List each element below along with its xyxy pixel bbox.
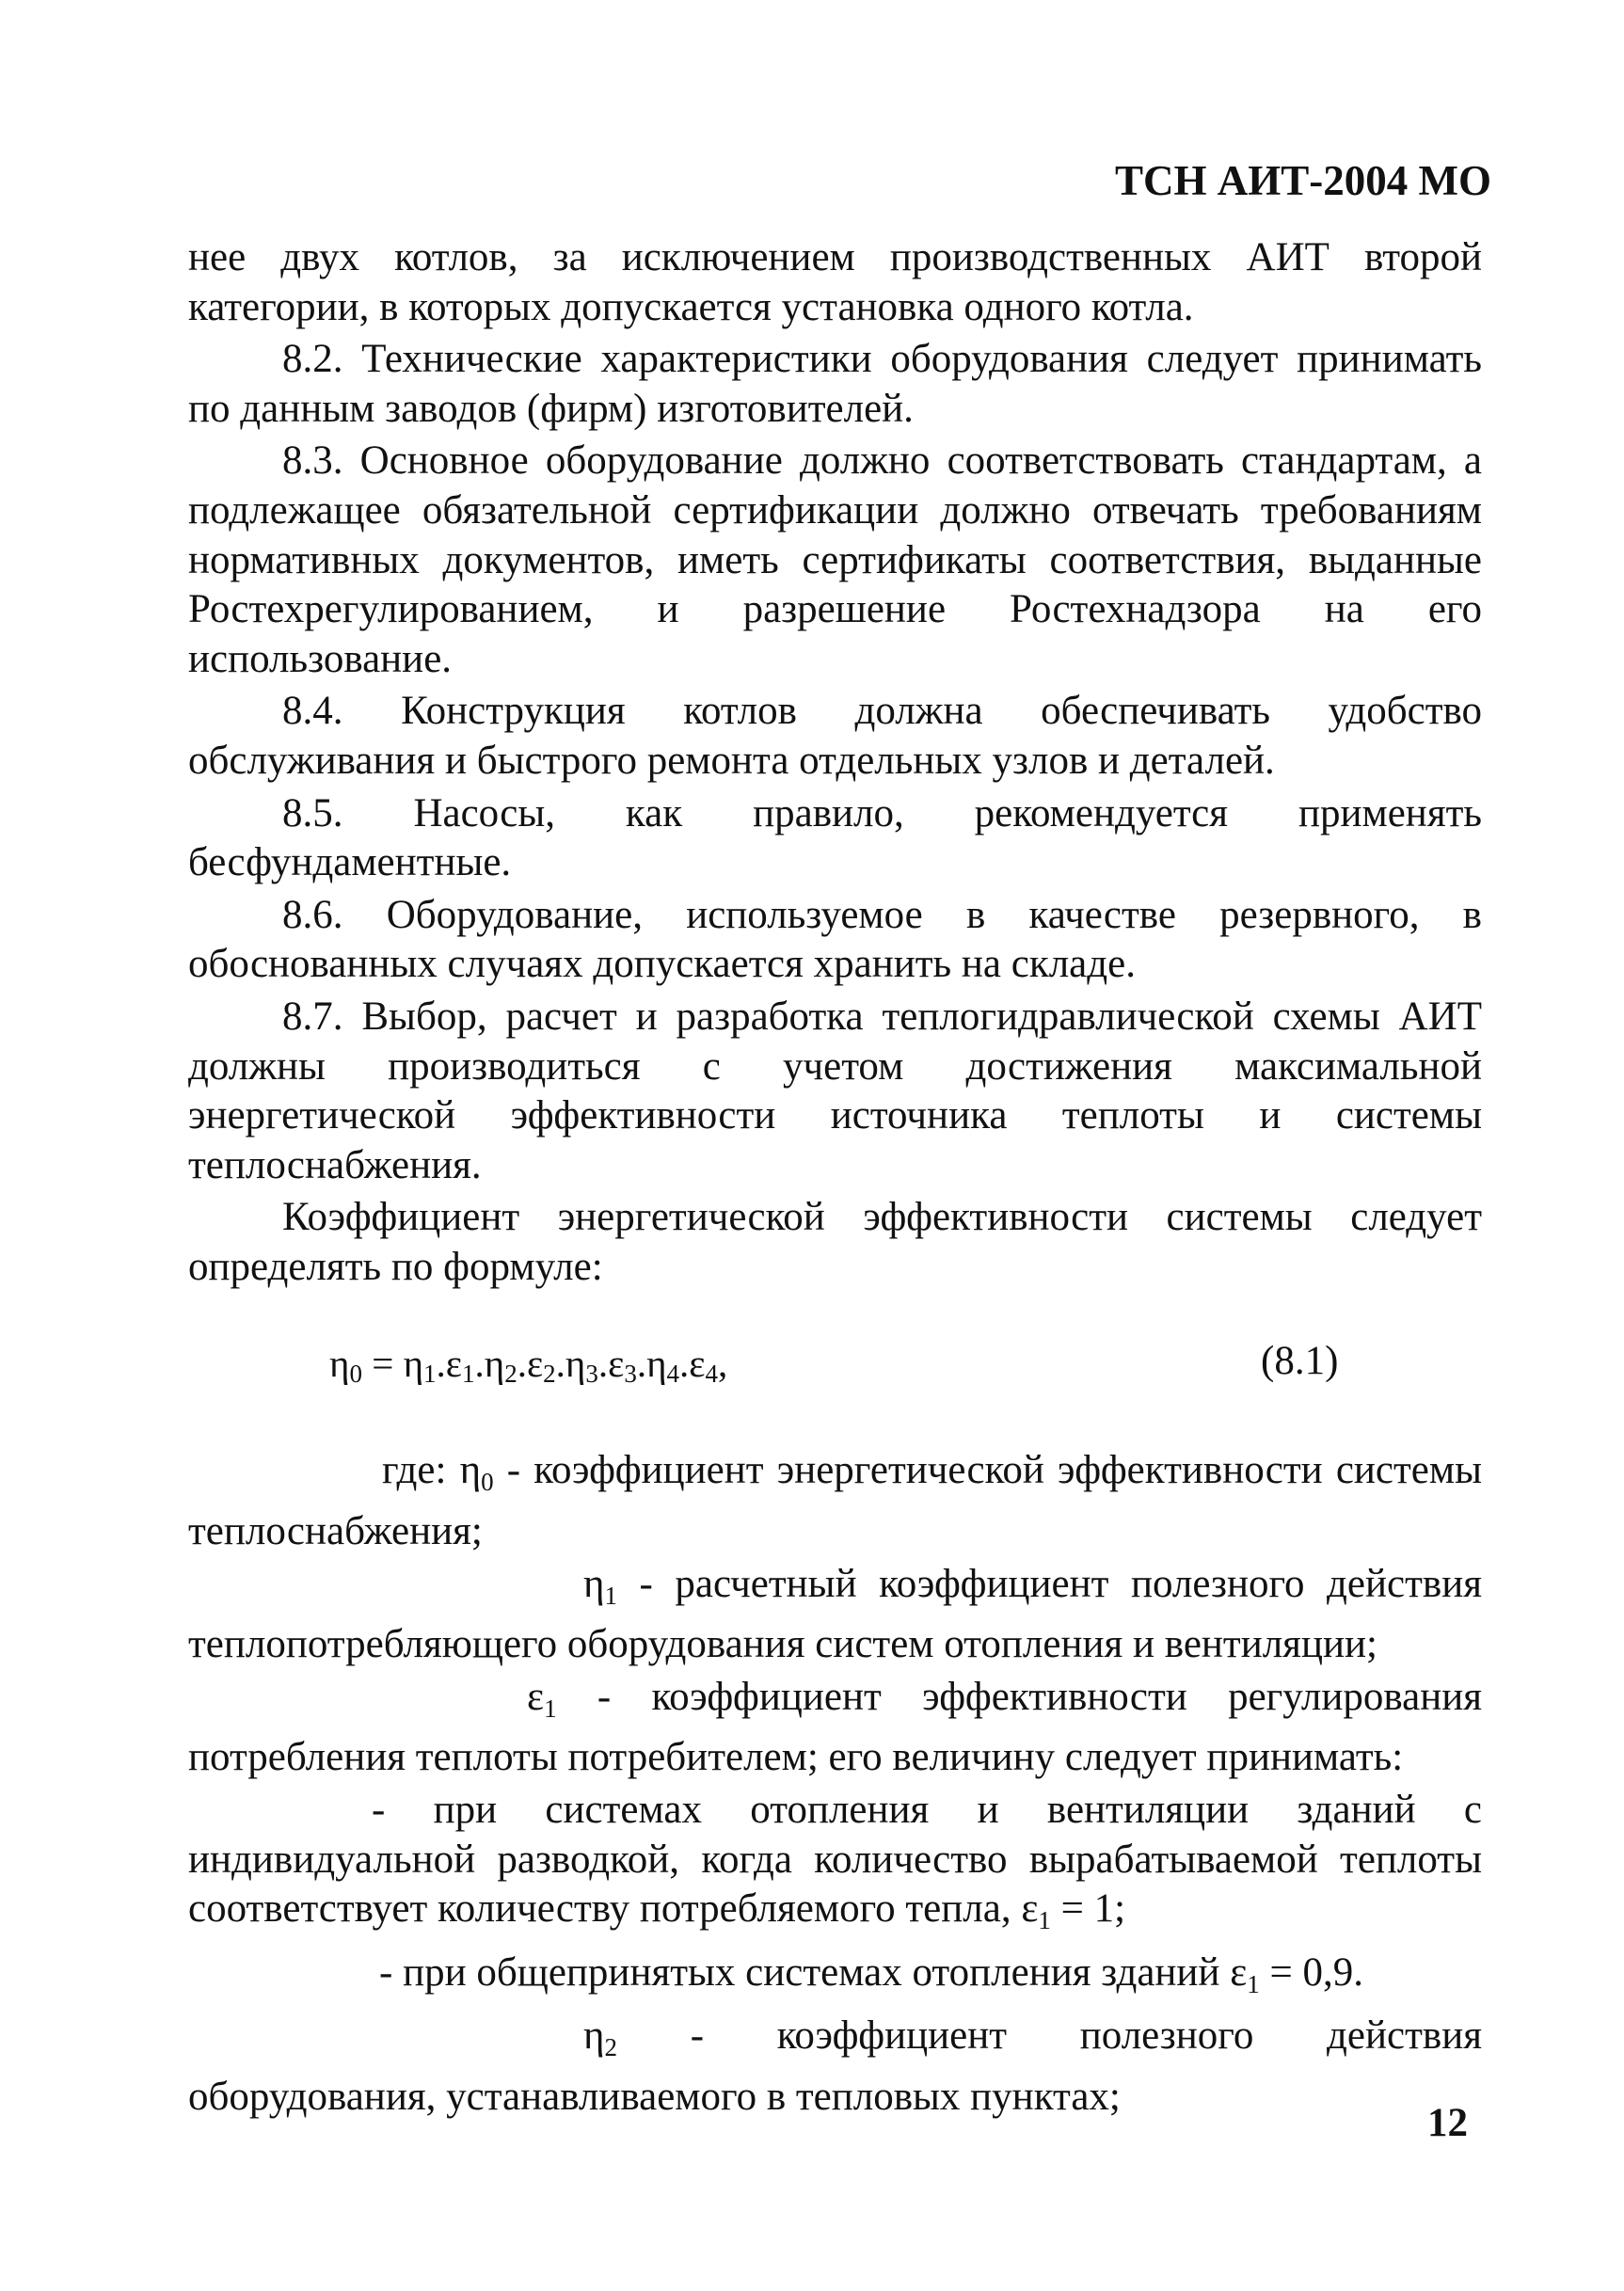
- eta2-symbol: η: [583, 2013, 605, 2059]
- paragraph-8-6: 8.6. Оборудование, используемое в качестве резервного, в обоснованных случаях допускается хранить на складе.: [188, 892, 1482, 987]
- formula-term-symbol: ε: [689, 1342, 706, 1386]
- definition-eps1: [188, 1673, 1482, 1783]
- paragraph-8-2: 8.2. Технические характеристики оборудования следует принимать по данным заводов (фирм) изготовителей.: [188, 337, 1482, 431]
- paragraph-8-7: 8.7. Выбор, расчет и разработка теплогидравлической схемы АИТ должны производиться с учетом достижения максимальной энергетической эффективности источника теплоты и системы теплоснабжения.: [188, 994, 1482, 1187]
- eta1-symbol: η: [583, 1561, 605, 1606]
- definition-eta1: [188, 1560, 1482, 1670]
- bullet-individual-wiring: [188, 1786, 1482, 1946]
- bullet2-subscript: 1: [1247, 1969, 1260, 1998]
- formula-term-symbol: η: [403, 1342, 424, 1386]
- formula-number: (8.1): [1261, 1339, 1339, 1384]
- formula-term-symbol: η: [565, 1342, 586, 1386]
- formula-term-subscript: 3: [624, 1360, 637, 1389]
- formula-term-subscript: 4: [705, 1360, 719, 1389]
- formula-term-separator: .: [474, 1342, 485, 1386]
- formula-term-subscript: 4: [666, 1360, 680, 1389]
- eta1-description: - расчетный коэффициент полезного действия теплопотребляющего оборудования систем отопления и вентиляции;: [188, 1561, 1482, 1667]
- formula-term-subscript: 2: [543, 1360, 556, 1389]
- document-code-header: ТСН АИТ-2004 МО: [1115, 157, 1491, 204]
- formula-term-separator: .: [636, 1342, 647, 1386]
- eta0-description: - коэффициент энергетической эффективности системы теплоснабжения;: [188, 1448, 1482, 1554]
- formula-term-symbol: ε: [526, 1342, 544, 1386]
- page-number: 12: [1427, 2101, 1468, 2145]
- bullet1-subscript: 1: [1038, 1906, 1051, 1935]
- paragraph-8-3: 8.3. Основное оборудование должно соответствовать стандартам, а подлежащее обязательной сертификации должно отвечать требованиям нормативных документов, иметь сертификаты соответствия, выданные Ростехрегулированием, и разрешение Ростехнадзора на его использование.: [188, 438, 1482, 681]
- formula-8-1: [188, 1322, 1482, 1416]
- formula-term-symbol: η: [646, 1342, 667, 1386]
- definition-eta0: [188, 1446, 1482, 1556]
- definition-eta2: [188, 2012, 1482, 2122]
- formula-expression: [329, 1339, 727, 1399]
- bullet2-text: - при общепринятых системах отопления зданий: [379, 1949, 1231, 1995]
- formula-term-subscript: 1: [423, 1360, 437, 1389]
- formula-term-subscript: 3: [585, 1360, 598, 1389]
- bullet1-symbol: ε: [1021, 1886, 1039, 1932]
- formula-term-separator: .: [436, 1342, 446, 1386]
- formula-term-symbol: ε: [445, 1342, 462, 1386]
- eta2-description: - коэффициент полезного действия оборудования, устанавливаемого в тепловых пунктах;: [188, 2013, 1482, 2119]
- formula-equals: =: [361, 1342, 404, 1386]
- formula-term-separator: ,: [718, 1342, 728, 1386]
- formula-lhs-subscript: 0: [349, 1360, 362, 1389]
- formula-term-subscript: 2: [504, 1360, 517, 1389]
- paragraph-8-4: 8.4. Конструкция котлов должна обеспечивать удобство обслуживания и быстрого ремонта отдельных узлов и деталей.: [188, 689, 1482, 783]
- formula-term-separator: .: [555, 1342, 565, 1386]
- eta2-subscript: 2: [604, 2033, 617, 2062]
- eta0-symbol: η: [459, 1448, 482, 1493]
- paragraph-continuation: нее двух котлов, за исключением производственных АИТ второй категории, в которых допускается установка одного котла.: [188, 235, 1482, 329]
- formula-term-separator: .: [517, 1342, 527, 1386]
- eta0-subscript: 0: [481, 1468, 494, 1497]
- bullet2-value: = 0,9.: [1259, 1949, 1364, 1995]
- bullet2-symbol: ε: [1230, 1949, 1248, 1995]
- formula-lhs-symbol: η: [329, 1342, 350, 1386]
- formula-term-subscript: 1: [462, 1360, 475, 1389]
- where-label: где:: [382, 1448, 447, 1493]
- eps1-subscript: 1: [544, 1694, 557, 1723]
- eps1-description: - коэффициент эффективности регулирования потребления теплоты потребителем; его величину следует принимать:: [188, 1674, 1482, 1780]
- bullet1-value: = 1;: [1050, 1886, 1126, 1932]
- bullet1-text: - при системах отопления и вентиляции зданий с индивидуальной разводкой, когда количество вырабатываемой теплоты соответствует количеству потребляемого тепла,: [188, 1788, 1482, 1932]
- formula-term-symbol: η: [484, 1342, 505, 1386]
- bullet-general-systems: [188, 1949, 1482, 2010]
- formula-term-symbol: ε: [608, 1342, 625, 1386]
- formula-term-separator: .: [679, 1342, 690, 1386]
- formula-terms: [403, 1342, 728, 1389]
- formula-term-separator: .: [597, 1342, 609, 1386]
- paragraph-coefficient-intro: Коэффициент энергетической эффективности системы следует определять по формуле:: [188, 1195, 1482, 1289]
- paragraph-8-5: 8.5. Насосы, как правило, рекомендуется применять бесфундаментные.: [188, 790, 1482, 885]
- eps1-symbol: ε: [527, 1674, 545, 1719]
- document-body: [188, 233, 1482, 2125]
- eta1-subscript: 1: [604, 1581, 617, 1610]
